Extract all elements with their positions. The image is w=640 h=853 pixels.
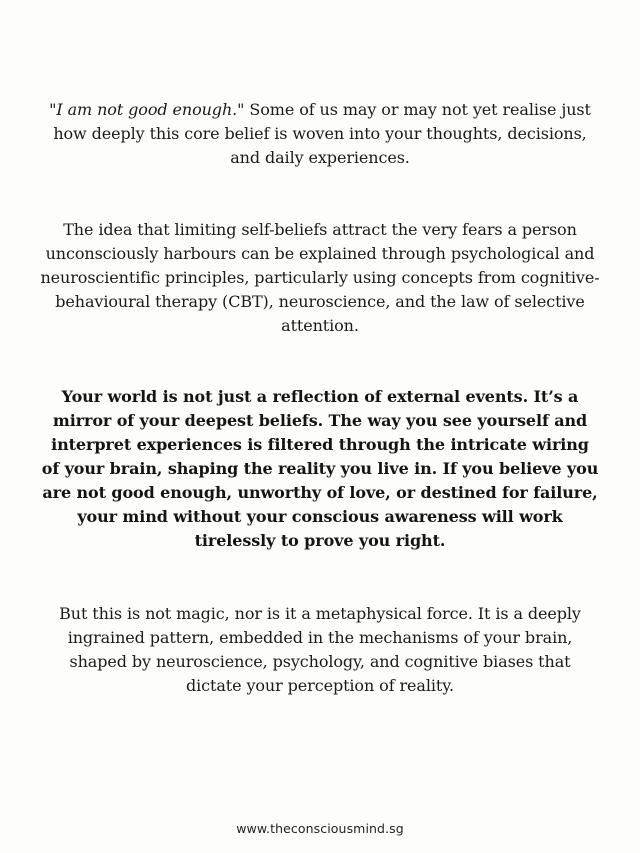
website-footer: www.theconsciousmind.sg	[236, 821, 404, 836]
closing-paragraph: But this is not magic, nor is it a metaphysical force. It is a deeply ingrained pattern, embedded in the mechanisms of your brain, shaped by neuroscience, psychology, and cognitive biases that dictate your perception of reality.	[59, 604, 581, 695]
core-belief-quote: "I am not good enough."	[49, 100, 245, 119]
intro-paragraph	[40, 98, 600, 170]
explanation-paragraph: The idea that limiting self-beliefs attract the very fears a person unconsciously harbours can be explained through psychological and neuroscientific principles, particularly using concepts from cognitive-behavioural therapy (CBT), neuroscience, and the law of selective attention.	[40, 220, 600, 335]
intro-paragraph-text: Some of us may or may not yet realise just how deeply this core belief is woven into your thoughts, decisions, and daily experiences.	[53, 100, 591, 167]
emphasis-paragraph: Your world is not just a reflection of external events. It’s a mirror of your deepest beliefs. The way you see yourself and interpret experiences is filtered through the intricate wiring of your brain, shaping the reality you live in. If you believe you are not good enough, unworthy of love, or destined for failure, your mind without your conscious awareness will work tirelessly to prove you right.	[41, 387, 599, 550]
